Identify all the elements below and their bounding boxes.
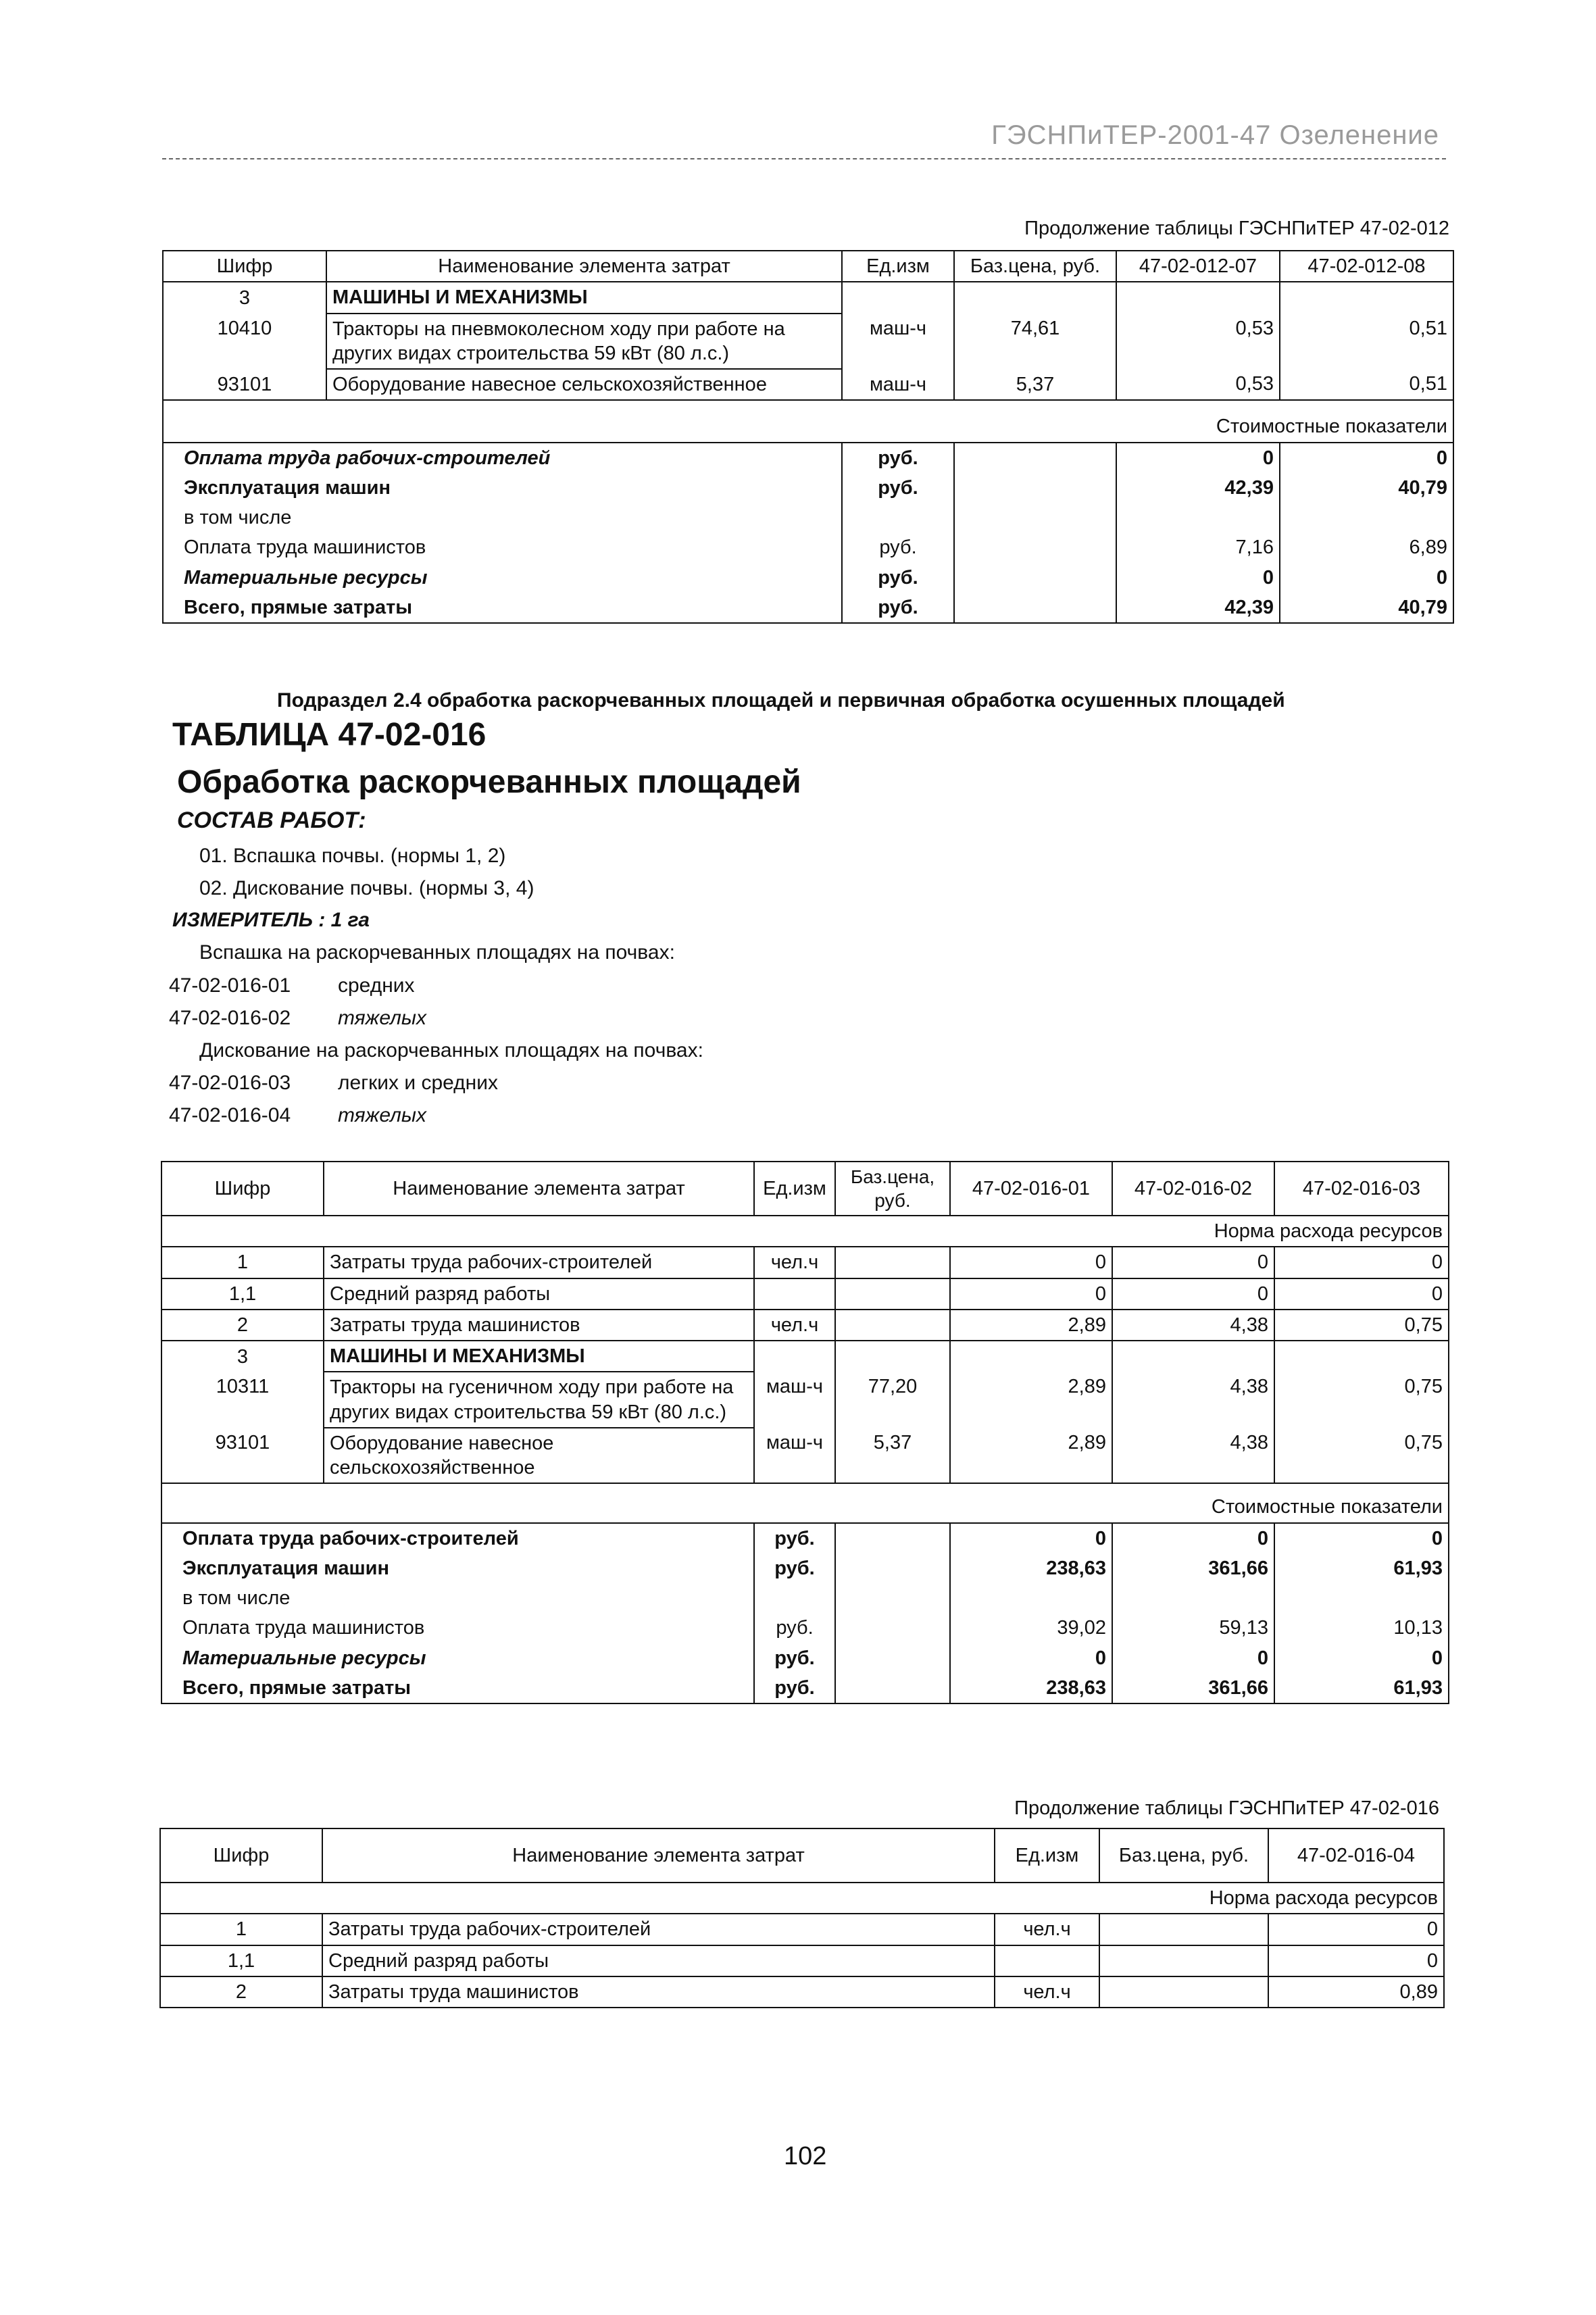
cost-row [163, 443, 1453, 473]
cost-name: Эксплуатация машин [161, 1553, 754, 1583]
cost-value [1274, 1583, 1449, 1613]
cell-price [835, 1278, 950, 1310]
col-header-unit: Ед.изм [754, 1162, 835, 1216]
table-row [163, 314, 1453, 370]
norm-label: средних [338, 974, 415, 997]
table-row [160, 1914, 1444, 1945]
table-47-02-016-continued [159, 1828, 1445, 2008]
cell-value: 0 [1274, 1247, 1449, 1278]
cost-value: 361,66 [1112, 1673, 1274, 1703]
cell-price: 5,37 [835, 1428, 950, 1484]
cell-value: 2,89 [950, 1372, 1112, 1428]
cost-price-empty [954, 503, 1116, 532]
col-header-unit: Ед.изм [842, 251, 954, 282]
cost-value [1116, 503, 1280, 532]
col-header-norm: 47-02-012-07 [1116, 251, 1280, 282]
col-header-price: Баз.цена, руб. [1099, 1828, 1268, 1883]
cost-value: 0 [950, 1643, 1112, 1673]
cost-row [161, 1553, 1449, 1583]
cost-price-empty [954, 473, 1116, 503]
norm-group-title: Дискование на раскорчеванных площадях на почвах: [199, 1039, 703, 1062]
cost-value: 6,89 [1280, 532, 1453, 562]
cost-unit: руб. [754, 1613, 835, 1643]
cell-value: 0 [950, 1278, 1112, 1310]
header-rule [162, 158, 1446, 159]
col-header-norm: 47-02-016-01 [950, 1162, 1112, 1216]
table-name-heading: Обработка раскорчеванных площадей [177, 764, 801, 800]
cost-price-empty [954, 593, 1116, 623]
cost-row [161, 1613, 1449, 1643]
section-row [161, 1216, 1449, 1247]
cost-row [161, 1643, 1449, 1673]
cost-value: 238,63 [950, 1553, 1112, 1583]
cell-name: Оборудование навесное сельскохозяйственное [324, 1428, 754, 1484]
cost-value: 0 [1116, 563, 1280, 593]
cost-row [161, 1523, 1449, 1553]
cell-unit [842, 282, 954, 313]
cell-value: 0,53 [1116, 314, 1280, 370]
cell-price: 77,20 [835, 1372, 950, 1428]
cell-code: 1,1 [161, 1278, 324, 1310]
col-header-name: Наименование элемента затрат [326, 251, 842, 282]
col-header-unit: Ед.изм [995, 1828, 1099, 1883]
cell-value [1112, 1341, 1274, 1372]
cost-price-empty [835, 1583, 950, 1613]
cell-price [835, 1310, 950, 1341]
section-label: Норма расхода ресурсов [160, 1883, 1444, 1914]
cost-value: 0 [1112, 1643, 1274, 1673]
table-row [163, 282, 1453, 313]
cost-price-empty [835, 1523, 950, 1553]
cell-code: 3 [163, 282, 326, 313]
table-row [163, 369, 1453, 400]
norm-code: 47-02-016-01 [169, 974, 291, 997]
cell-name: Оборудование навесное сельскохозяйственное [326, 369, 842, 400]
cost-price-empty [835, 1553, 950, 1583]
running-header [162, 115, 1446, 169]
cost-row [163, 563, 1453, 593]
cell-price [1099, 1914, 1268, 1945]
cell-price [1099, 1976, 1268, 2008]
cost-row [163, 593, 1453, 623]
norm-label: тяжелых [338, 1007, 427, 1029]
cell-price [835, 1341, 950, 1372]
norm-label: легких и средних [338, 1072, 498, 1094]
cell-name: Тракторы на пневмоколесном ходу при работе на других видах строительства 59 кВт (80 л.с.) [326, 314, 842, 370]
cost-row [163, 473, 1453, 503]
cost-value: 0 [1280, 563, 1453, 593]
cell-value: 0 [950, 1247, 1112, 1278]
section-row [160, 1883, 1444, 1914]
cell-name: МАШИНЫ И МЕХАНИЗМЫ [326, 282, 842, 313]
cell-price: 74,61 [954, 314, 1116, 370]
table-row [160, 1976, 1444, 2008]
cell-value: 0,89 [1268, 1976, 1444, 2008]
cell-unit: маш-ч [842, 314, 954, 370]
cell-value: 0 [1274, 1278, 1449, 1310]
section-label: Стоимостные показатели [161, 1483, 1449, 1522]
cost-name: Материальные ресурсы [163, 563, 842, 593]
col-header-norm: 47-02-012-08 [1280, 251, 1453, 282]
norm-code: 47-02-016-02 [169, 1007, 291, 1029]
cost-value: 61,93 [1274, 1673, 1449, 1703]
cost-name: в том числе [163, 503, 842, 532]
cost-value: 0 [1274, 1523, 1449, 1553]
cost-price-empty [954, 563, 1116, 593]
col-header-code: Шифр [160, 1828, 322, 1883]
table3-continuation: Продолжение таблицы ГЭСНПиТЕР 47-02-016 [1014, 1797, 1439, 1819]
cell-code: 10311 [161, 1372, 324, 1428]
table-row [161, 1372, 1449, 1428]
cost-value: 238,63 [950, 1673, 1112, 1703]
cell-value: 0 [1268, 1945, 1444, 1976]
cell-value: 0,75 [1274, 1372, 1449, 1428]
table-header-row [160, 1828, 1444, 1883]
cost-value: 0 [1112, 1523, 1274, 1553]
cell-price: 5,37 [954, 369, 1116, 400]
cost-row [161, 1673, 1449, 1703]
cost-unit: руб. [842, 443, 954, 473]
section-label: Стоимостные показатели [163, 400, 1453, 442]
cost-price-empty [954, 443, 1116, 473]
cell-value [1116, 282, 1280, 313]
cell-unit [995, 1945, 1099, 1976]
cell-name: Затраты труда машинистов [324, 1310, 754, 1341]
cost-unit: руб. [754, 1523, 835, 1553]
cost-value: 10,13 [1274, 1613, 1449, 1643]
meter-label: ИЗМЕРИТЕЛЬ : 1 га [172, 909, 370, 931]
cost-name: Оплата труда машинистов [163, 532, 842, 562]
table1-continuation: Продолжение таблицы ГЭСНПиТЕР 47-02-012 [1024, 218, 1449, 239]
cell-name: Затраты труда рабочих-строителей [322, 1914, 995, 1945]
cell-value: 0,53 [1116, 369, 1280, 400]
cell-unit: чел.ч [754, 1310, 835, 1341]
cell-code: 1 [161, 1247, 324, 1278]
cell-value: 2,89 [950, 1310, 1112, 1341]
table-header-row [161, 1162, 1449, 1216]
cost-value: 0 [950, 1523, 1112, 1553]
cost-name: Материальные ресурсы [161, 1643, 754, 1673]
cell-code: 1,1 [160, 1945, 322, 1976]
table-row [161, 1341, 1449, 1372]
cost-value: 361,66 [1112, 1553, 1274, 1583]
col-header-name: Наименование элемента затрат [322, 1828, 995, 1883]
cell-code: 93101 [163, 369, 326, 400]
cell-code: 93101 [161, 1428, 324, 1484]
cell-price [835, 1247, 950, 1278]
cost-value: 0 [1274, 1643, 1449, 1673]
section-row [163, 400, 1453, 442]
cell-unit: маш-ч [754, 1428, 835, 1484]
cell-unit [754, 1341, 835, 1372]
cost-value [1280, 503, 1453, 532]
norm-label: тяжелых [338, 1104, 427, 1126]
col-header-code: Шифр [161, 1162, 324, 1216]
cell-code: 3 [161, 1341, 324, 1372]
cost-value: 61,93 [1274, 1553, 1449, 1583]
col-header-code: Шифр [163, 251, 326, 282]
cost-unit [754, 1583, 835, 1613]
cost-row [161, 1583, 1449, 1613]
cost-value: 0 [1280, 443, 1453, 473]
cell-unit: чел.ч [754, 1247, 835, 1278]
cell-price [954, 282, 1116, 313]
cell-unit: маш-ч [754, 1372, 835, 1428]
cell-price [1099, 1945, 1268, 1976]
cell-code: 2 [160, 1976, 322, 2008]
cell-code: 10410 [163, 314, 326, 370]
cell-value: 0,75 [1274, 1310, 1449, 1341]
cost-price-empty [954, 532, 1116, 562]
cell-value: 4,38 [1112, 1372, 1274, 1428]
cost-unit: руб. [754, 1643, 835, 1673]
work-item: 02. Дискование почвы. (нормы 3, 4) [199, 877, 534, 899]
cell-name: Затраты труда машинистов [322, 1976, 995, 2008]
cell-value: 0 [1112, 1278, 1274, 1310]
cost-name: в том числе [161, 1583, 754, 1613]
cell-name: Затраты труда рабочих-строителей [324, 1247, 754, 1278]
cell-value: 0,51 [1280, 314, 1453, 370]
norm-group-title: Вспашка на раскорчеванных площадях на почвах: [199, 941, 675, 964]
cost-price-empty [835, 1613, 950, 1643]
cell-unit: чел.ч [995, 1976, 1099, 2008]
running-title: ГЭСНПиТЕР-2001-47 Озеленение [991, 120, 1439, 150]
cell-name: Тракторы на гусеничном ходу при работе на других видах строительства 59 кВт (80 л.с.) [324, 1372, 754, 1428]
cost-unit: руб. [842, 593, 954, 623]
table-47-02-012-continued [162, 250, 1454, 624]
cost-unit: руб. [842, 473, 954, 503]
cost-name: Оплата труда машинистов [161, 1613, 754, 1643]
cost-unit: руб. [842, 532, 954, 562]
cost-value: 40,79 [1280, 593, 1453, 623]
cell-value: 0,75 [1274, 1428, 1449, 1484]
cell-value: 0,51 [1280, 369, 1453, 400]
table-row [161, 1428, 1449, 1484]
table-row [160, 1945, 1444, 1976]
cell-code: 2 [161, 1310, 324, 1341]
cost-value [1112, 1583, 1274, 1613]
cost-row [163, 503, 1453, 532]
cost-name: Всего, прямые затраты [161, 1673, 754, 1703]
cost-value [950, 1583, 1112, 1613]
cell-unit [754, 1278, 835, 1310]
work-item: 01. Вспашка почвы. (нормы 1, 2) [199, 845, 506, 867]
norm-code: 47-02-016-03 [169, 1072, 291, 1094]
cost-unit [842, 503, 954, 532]
cost-value: 40,79 [1280, 473, 1453, 503]
cell-value: 4,38 [1112, 1310, 1274, 1341]
cost-value: 7,16 [1116, 532, 1280, 562]
cell-name: МАШИНЫ И МЕХАНИЗМЫ [324, 1341, 754, 1372]
cost-name: Эксплуатация машин [163, 473, 842, 503]
section-row [161, 1483, 1449, 1522]
col-header-norm: 47-02-016-02 [1112, 1162, 1274, 1216]
cell-value: 4,38 [1112, 1428, 1274, 1484]
cell-code: 1 [160, 1914, 322, 1945]
cell-value: 2,89 [950, 1428, 1112, 1484]
composition-label: СОСТАВ РАБОТ: [177, 807, 366, 833]
table-code-heading: ТАБЛИЦА 47-02-016 [172, 717, 487, 753]
cost-name: Оплата труда рабочих-строителей [163, 443, 842, 473]
cell-unit: чел.ч [995, 1914, 1099, 1945]
cost-price-empty [835, 1673, 950, 1703]
cost-unit: руб. [842, 563, 954, 593]
col-header-norm: 47-02-016-03 [1274, 1162, 1449, 1216]
table-header-row [163, 251, 1453, 282]
cell-value [950, 1341, 1112, 1372]
cost-row [163, 532, 1453, 562]
col-header-name: Наименование элемента затрат [324, 1162, 754, 1216]
page-number: 102 [784, 2142, 827, 2170]
cost-unit: руб. [754, 1553, 835, 1583]
cost-value: 59,13 [1112, 1613, 1274, 1643]
cost-value: 39,02 [950, 1613, 1112, 1643]
cell-value [1280, 282, 1453, 313]
cost-name: Всего, прямые затраты [163, 593, 842, 623]
cost-price-empty [835, 1643, 950, 1673]
subsection-title: Подраздел 2.4 обработка раскорчеванных площадей и первичная обработка осушенных площадей [277, 689, 1285, 712]
col-header-norm: 47-02-016-04 [1268, 1828, 1444, 1883]
cell-unit: маш-ч [842, 369, 954, 400]
cell-value [1274, 1341, 1449, 1372]
col-header-price: Баз.цена, руб. [835, 1162, 950, 1216]
cell-value: 0 [1112, 1247, 1274, 1278]
cell-name: Средний разряд работы [324, 1278, 754, 1310]
cost-name: Оплата труда рабочих-строителей [161, 1523, 754, 1553]
cost-value: 0 [1116, 443, 1280, 473]
cell-value: 0 [1268, 1914, 1444, 1945]
section-label: Норма расхода ресурсов [161, 1216, 1449, 1247]
table-row [161, 1247, 1449, 1278]
table-row [161, 1310, 1449, 1341]
cost-unit: руб. [754, 1673, 835, 1703]
cost-value: 42,39 [1116, 473, 1280, 503]
col-header-price: Баз.цена, руб. [954, 251, 1116, 282]
table-row [161, 1278, 1449, 1310]
cost-value: 42,39 [1116, 593, 1280, 623]
table-47-02-016 [161, 1161, 1449, 1704]
cell-name: Средний разряд работы [322, 1945, 995, 1976]
norm-code: 47-02-016-04 [169, 1104, 291, 1126]
